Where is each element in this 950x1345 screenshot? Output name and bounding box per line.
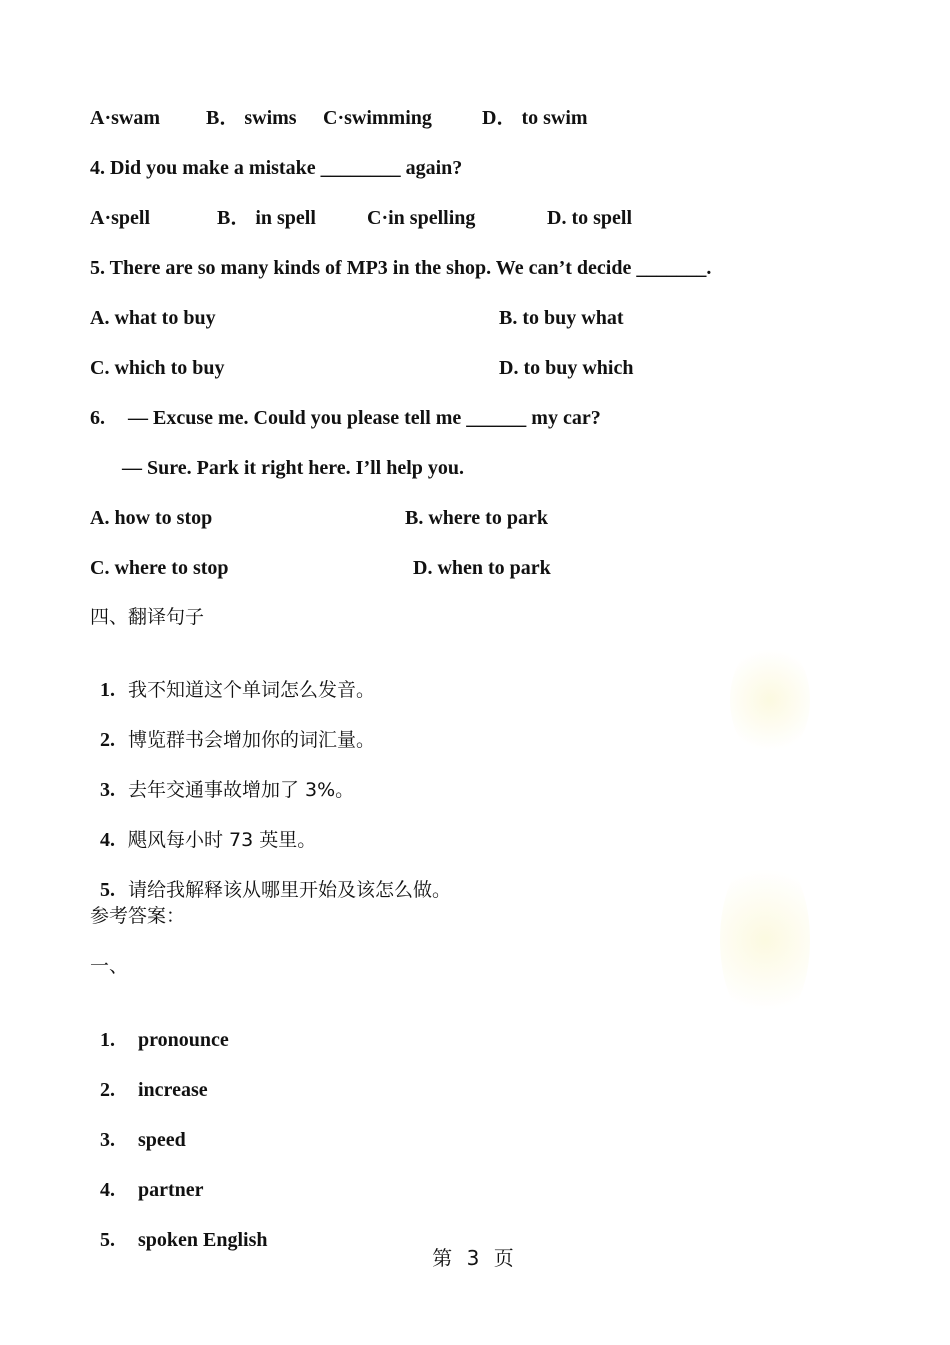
q5-option-a[interactable]: A. what to buy bbox=[90, 307, 216, 329]
answer-item-text: speed bbox=[138, 1129, 186, 1151]
q6-option-c[interactable]: C. where to stop bbox=[90, 557, 229, 579]
translation-item-text: 飓风每小时 73 英里。 bbox=[128, 829, 317, 851]
answer-item-number: 3. bbox=[100, 1129, 115, 1151]
translation-item-number: 4. bbox=[100, 829, 115, 851]
q4-option-a[interactable]: A·spell bbox=[90, 207, 151, 229]
q6-option-d[interactable]: D. when to park bbox=[413, 557, 551, 579]
q6-option-a[interactable]: A. how to stop bbox=[90, 507, 213, 529]
translation-item bbox=[90, 654, 375, 702]
answer-item-text: increase bbox=[138, 1079, 208, 1101]
q3-option-b[interactable]: B． swims bbox=[206, 107, 297, 129]
answer-item bbox=[90, 1004, 229, 1052]
answer-item-text: pronounce bbox=[138, 1029, 229, 1051]
q6-number: 6. bbox=[90, 407, 105, 429]
translation-item-number: 1. bbox=[100, 679, 115, 701]
translation-item bbox=[90, 754, 354, 802]
answer-item-number: 1. bbox=[100, 1029, 115, 1051]
q3-option-c[interactable]: C·swimming bbox=[323, 107, 432, 129]
q5-option-d[interactable]: D. to buy which bbox=[499, 357, 634, 379]
translation-item-text: 我不知道这个单词怎么发音。 bbox=[128, 679, 376, 701]
q5-option-b[interactable]: B. to buy what bbox=[499, 307, 624, 329]
answer-item bbox=[90, 1154, 204, 1202]
q5-stem: 5. There are so many kinds of MP3 in the shop. We can’t decide _______. bbox=[90, 257, 712, 279]
translation-item-text: 博览群书会增加你的词汇量。 bbox=[128, 729, 376, 751]
answer-item-text: spoken English bbox=[138, 1229, 268, 1251]
answers-title: 参考答案： bbox=[90, 905, 186, 927]
translation-item bbox=[90, 804, 316, 852]
background-stain bbox=[730, 640, 810, 760]
translation-item-text: 去年交通事故增加了 3%。 bbox=[128, 779, 355, 801]
translation-item-number: 3. bbox=[100, 779, 115, 801]
q6-dialogue-line-2: — Sure. Park it right here. I’ll help you. bbox=[122, 457, 465, 479]
answers-part-heading: 一、 bbox=[90, 955, 129, 977]
translation-item-text: 请给我解释该从哪里开始及该怎么做。 bbox=[128, 879, 452, 901]
translation-item bbox=[90, 704, 375, 752]
section-4-title: 四、翻译句子 bbox=[90, 606, 205, 628]
background-stain bbox=[720, 850, 810, 1030]
q4-option-c[interactable]: C·in spelling bbox=[367, 207, 476, 229]
q4-option-d[interactable]: D. to spell bbox=[547, 207, 632, 229]
translation-item-number: 5. bbox=[100, 879, 115, 901]
q4-option-b[interactable]: B． in spell bbox=[217, 207, 316, 229]
q6-option-b[interactable]: B. where to park bbox=[405, 507, 548, 529]
answer-item bbox=[90, 1104, 186, 1152]
answer-item-number: 5. bbox=[100, 1229, 115, 1251]
answer-item-text: partner bbox=[138, 1179, 204, 1201]
answer-item-number: 2. bbox=[100, 1079, 115, 1101]
q4-stem: 4. Did you make a mistake ________ again? bbox=[90, 157, 463, 179]
q3-option-d[interactable]: D． to swim bbox=[482, 107, 588, 129]
answer-item bbox=[90, 1054, 208, 1102]
translation-item-number: 2. bbox=[100, 729, 115, 751]
q5-option-c[interactable]: C. which to buy bbox=[90, 357, 225, 379]
q6-dialogue-line-1: — Excuse me. Could you please tell me ______ my car? bbox=[128, 407, 601, 429]
page-number: 第 3 页 bbox=[432, 1246, 518, 1270]
q3-option-a[interactable]: A·swam bbox=[90, 107, 160, 129]
answer-item-number: 4. bbox=[100, 1179, 115, 1201]
translation-item bbox=[90, 854, 451, 902]
